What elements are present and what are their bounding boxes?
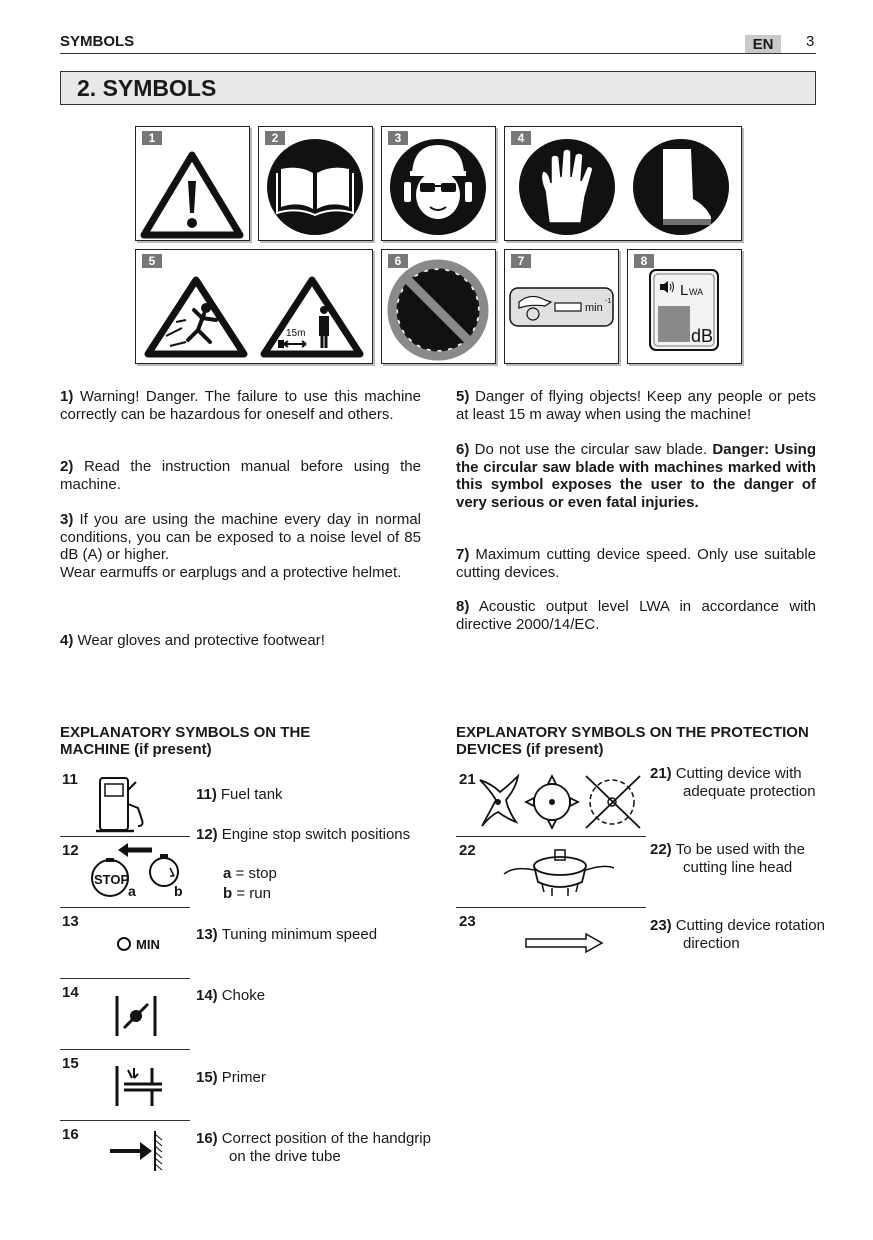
symbol-12-option-b: b = run — [223, 885, 271, 902]
description-3: 3) If you are using the machine every day in normal conditions, you can be exposed to a noise level of 85 dB (A) or higher. Wear earmuffs or earplugs and a protective helmet. — [60, 511, 421, 581]
lwa-sub: WA — [689, 287, 704, 297]
symbol-number-12: 12 — [62, 842, 79, 859]
distance-label: 15m — [286, 328, 306, 339]
symbol-text-14: 14) Choke — [196, 987, 266, 1004]
symbol-number-15: 15 — [62, 1055, 79, 1072]
min-label: MIN — [136, 937, 160, 952]
figure-no-saw-blade — [381, 249, 496, 364]
symbol-text-15: 15) Primer — [196, 1069, 266, 1086]
figure-gloves-boots — [504, 126, 742, 241]
gloves-boots-icon — [505, 127, 741, 240]
cutting-devices-icon — [476, 770, 644, 832]
section-title: 2. SYMBOLS — [77, 75, 217, 101]
row-divider — [456, 836, 646, 837]
figure-flying-objects — [135, 249, 373, 364]
symbol-number-16: 16 — [62, 1126, 79, 1143]
primer-icon — [112, 1064, 166, 1110]
rotation-direction-arrow-icon — [524, 932, 606, 954]
symbol-number-21: 21 — [459, 771, 476, 788]
symbol-text-23: 23) Cutting device rotation direction — [650, 917, 825, 952]
symbol-number-23: 23 — [459, 913, 476, 930]
lwa-main: L — [680, 282, 689, 299]
symbol-text-21: 21) Cutting device with adequate protection — [650, 765, 816, 800]
description-8: 8) Acoustic output level LWA in accordance with directive 2000/14/EC. — [456, 598, 817, 633]
row-divider — [60, 1120, 190, 1121]
speed-unit: min — [585, 302, 603, 314]
figure-number: 2 — [265, 131, 285, 145]
flying-objects-icon — [136, 250, 372, 363]
figure-protection — [381, 126, 496, 241]
header-rule — [60, 53, 816, 54]
symbol-number-11: 11 — [62, 771, 78, 788]
row-divider — [60, 907, 190, 908]
figure-number: 5 — [142, 254, 162, 268]
fuel-pump-icon — [94, 774, 164, 834]
min-speed-icon — [114, 934, 164, 954]
icon-label-b: b — [174, 883, 183, 899]
description-7: 7) Maximum cutting device speed. Only use suitable cutting devices. — [456, 546, 817, 581]
icon-label-a: a — [128, 883, 136, 899]
symbol-number-13: 13 — [62, 913, 79, 930]
protection-symbols-heading: EXPLANATORY SYMBOLS ON THE PROTECTION DEVICES (if present) — [456, 724, 809, 758]
language-badge: EN — [745, 35, 781, 53]
symbol-text-12: 12) Engine stop switch positions — [196, 826, 411, 843]
figure-number: 3 — [388, 131, 408, 145]
symbol-text-13: 13) Tuning minimum speed — [196, 926, 378, 943]
description-6: 6) Do not use the circular saw blade. Danger: Using the circular saw blade with machines marked with this symbol exposes the user to the danger of very serious or even fatal injuries. — [456, 441, 816, 511]
figure-number: 1 — [142, 131, 162, 145]
stop-switch-icon — [88, 842, 188, 900]
figure-number: 8 — [634, 254, 654, 268]
figure-number: 7 — [511, 254, 531, 268]
section-title-bar — [60, 71, 816, 105]
stop-label: STOP — [94, 872, 130, 887]
figure-max-speed — [504, 249, 619, 364]
symbol-12-option-a: a = stop — [223, 865, 277, 882]
choke-icon — [112, 994, 162, 1038]
speed-exponent: -1 — [605, 298, 612, 305]
figure-manual — [258, 126, 373, 241]
symbol-number-14: 14 — [62, 984, 79, 1001]
symbol-text-22: 22) To be used with the cutting line head — [650, 841, 805, 876]
db-label: dB — [691, 326, 714, 346]
running-header-title: SYMBOLS — [60, 33, 135, 50]
description-5: 5) Danger of flying objects! Keep any people or pets at least 15 m away when using the machine! — [456, 388, 816, 423]
page-number: 3 — [806, 33, 815, 50]
symbol-text-11: 11) Fuel tank — [196, 786, 283, 803]
row-divider — [60, 836, 190, 837]
description-2: 2) Read the instruction manual before using the machine. — [60, 458, 421, 493]
row-divider — [60, 978, 190, 979]
figure-number: 6 — [388, 254, 408, 268]
handgrip-position-icon — [108, 1128, 168, 1174]
row-divider — [60, 1049, 190, 1050]
figure-warning — [135, 126, 250, 241]
figure-number: 4 — [511, 131, 531, 145]
description-1: 1) Warning! Danger. The failure to use this machine correctly can be hazardous for oneself and others. — [60, 388, 421, 423]
line-head-icon — [500, 842, 620, 900]
figure-acoustic-level — [627, 249, 742, 364]
symbol-text-16: 16) Correct position of the handgrip on the drive tube — [196, 1130, 431, 1165]
description-4: 4) Wear gloves and protective footwear! — [60, 632, 325, 649]
machine-symbols-heading: EXPLANATORY SYMBOLS ON THE MACHINE (if present) — [60, 724, 311, 758]
symbol-number-22: 22 — [459, 842, 476, 859]
row-divider — [456, 907, 646, 908]
